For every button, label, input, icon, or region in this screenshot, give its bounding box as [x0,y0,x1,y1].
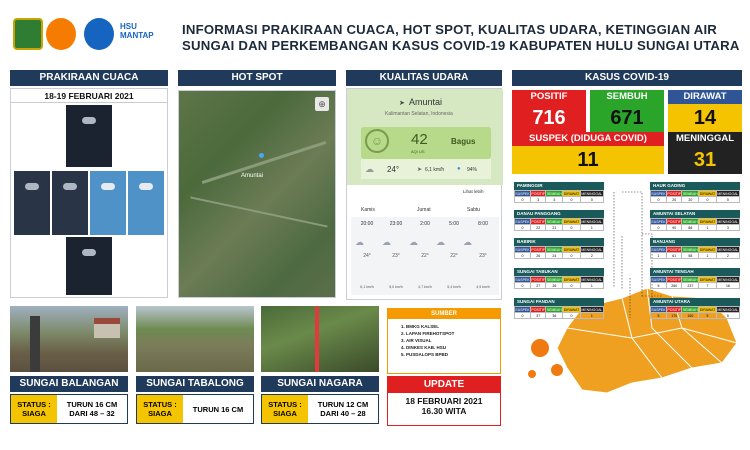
sources-list [406,323,500,358]
meninggal-label: MENINGGAL [668,132,742,146]
hotspot-map [178,90,336,298]
district-name: SUNGAI TABUKAN [514,268,604,276]
wind-2: 5,0 km/h [389,285,403,289]
update-label: UPDATE [388,377,500,393]
district-table-banjang: BANJANG SUSPEK POSITIF SEMBUH DIRAWAT MENINGGAL 1 61 58 1 2 [651,239,739,258]
day-jumat: Jumat [417,207,431,213]
virus-icon [551,364,563,376]
more-link[interactable]: Lihat lebih [463,189,484,194]
humidity-icon: ● [457,166,461,172]
hour-3: 2:00 [420,221,430,227]
current-humidity: 94% [467,167,478,173]
smiley-face-icon: ☺ [365,129,389,153]
map-location-label: Amuntai [241,173,264,179]
wind-1: 6,1 km/h [360,285,374,289]
sembuh-box [590,90,664,132]
weather-card-top [66,105,112,167]
day-sabtu: Sabtu [467,207,481,213]
map-locate-button[interactable]: ⊕ [315,97,329,111]
wind-4: 5,4 km/h [447,285,461,289]
sources-title: SUMBER [388,309,500,319]
river-status-tabalong [136,394,254,424]
sources-panel [387,308,501,374]
source-item: 3. AIR VISUAL [406,337,500,344]
weather-card-3 [90,171,126,235]
cloud-icon [82,249,96,256]
cloud-icon [25,183,39,190]
dirawat-box [668,90,742,132]
current-temp: 24° [387,165,400,174]
positif-value: 716 [512,104,586,132]
temp-1: 24° [363,253,371,259]
source-item: 2. LAPAN FIREHOTSPOT [406,330,500,337]
district-table-danau-panggang: DANAU PANGGANG SUSPEK POSITIF SEMBUH DIRAWAT MENINGGAL 0 22 21 0 1 [515,211,603,230]
district-table-amuntai-utara: AMUNTAI UTARA SUSPEK POSITIF SEMBUH DIRAWAT MENINGGAL 5 170 160 5 5 [651,299,739,318]
kominfo-logo [84,18,114,50]
district-table-amuntai-tengah: AMUNTAI TENGAH SUSPEK POSITIF SEMBUH DIRAWAT MENINGGAL 5 260 237 7 16 [651,269,739,288]
sembuh-label: SEMBUH [590,90,664,104]
water-gauge [315,306,319,372]
covid-panel-header: KASUS COVID-19 [512,70,742,86]
district-name: DANAU PANGGANG [514,210,604,218]
meninggal-box [668,132,742,174]
temp-5: 23° [479,253,487,259]
status-label: STATUS : [143,400,177,409]
status-label: STATUS : [17,400,51,409]
bpbd-logo [46,18,76,50]
district-table-sungai-tabukan: SUNGAI TABUKAN SUSPEK POSITIF SEMBUH DIRAWAT MENINGGAL 0 27 26 0 1 [515,269,603,288]
air-panel-header: KUALITAS UDARA [346,70,502,86]
suspek-box [512,132,664,174]
weather-card-1 [14,171,50,235]
level-change: TURUN 16 CM [192,404,244,414]
sembuh-value: 671 [590,104,664,132]
source-item: 4. DINKES KAB. HSU [406,344,500,351]
district-table-sungai-pandan: SUNGAI PANDAN SUSPEK POSITIF SEMBUH DIRAWAT MENINGGAL 0 37 36 0 1 [515,299,603,318]
weather-card-2 [52,171,88,235]
dirawat-label: DIRAWAT [668,90,742,104]
level-detail: DARI 48 – 32 [69,409,115,418]
district-table-haur-gading: HAUR GADING SUSPEK POSITIF SEMBUH DIRAWAT MENINGGAL 0 20 20 0 0 [651,183,739,202]
river-photo-nagara [261,306,379,372]
district-name: BANJANG [650,238,740,246]
location-icon: ➤ [399,100,405,107]
hour-4: 5:00 [449,221,459,227]
suspek-label: SUSPEK (DIDUGA COVID) [512,132,664,146]
district-name: AMUNTAI UTARA [650,298,740,306]
meninggal-value: 31 [668,146,742,174]
hotspot-panel-header: HOT SPOT [178,70,336,86]
page-title: INFORMASI PRAKIRAAN CUACA, HOT SPOT, KUALITAS UDARA, KETINGGIAN AIR SUNGAI DAN PERKEMBANGAN KASUS COVID-19 KABUPATEN HULU SUNGAI UTARA [182,22,740,53]
weather-card-bottom [66,237,112,295]
hour-2: 23:00 [389,221,403,227]
district-logo [13,18,43,50]
district-name: AMUNTAI SELATAN [650,210,740,218]
hour-5: 8:00 [478,221,488,227]
forecast-icon-row: ☁☁☁☁☁ [355,237,490,247]
bridge-pillar [30,316,40,372]
wind-icon: ➤ [417,167,423,173]
district-name: PAMINGGIR [514,182,604,190]
district-name: HAUR GADING [650,182,740,190]
level-change: TURUN 12 CM [317,400,369,409]
cloud-rain-icon [82,117,96,124]
air-location: Amuntai [409,97,443,107]
update-panel [387,376,501,426]
temp-4: 22° [450,253,458,259]
virus-icon [531,339,549,357]
weather-card-4 [128,171,164,235]
cloud-icon [139,183,153,190]
house [94,318,120,338]
update-time: 16.30 WITA [421,406,467,416]
district-name: BABIRIK [514,238,604,246]
river-line [190,196,327,227]
source-item: 1. BMKG KALSEL [406,323,500,330]
district-table-babirik: BABIRIK SUSPEK POSITIF SEMBUH DIRAWAT MENINGGAL 0 26 24 0 2 [515,239,603,258]
river-photo-balangan [10,306,128,372]
partly-cloudy-icon: ☁ [365,164,374,174]
weather-panel [10,88,168,298]
district-table-amuntai-selatan: AMUNTAI SELATAN SUSPEK POSITIF SEMBUH DIRAWAT MENINGGAL 0 90 86 1 3 [651,211,739,230]
hsu-logo-text: HSU MANTAP [120,22,154,40]
wind-5: 4,9 km/h [476,285,490,289]
hsu-mantap-logo [120,22,166,48]
source-item: 5. PUSDALOPS BPBD [406,351,500,358]
district-name: AMUNTAI TENGAH [650,268,740,276]
district-table-paminggir: PAMINGGIR SUSPEK POSITIF SEMBUH DIRAWAT MENINGGAL 0 3 3 0 0 [515,183,603,202]
aqi-value: 42 [411,131,428,148]
river-status-nagara [261,394,379,424]
level-change: TURUN 16 CM [66,400,118,409]
cloud-icon [63,183,77,190]
weather-panel-header: PRAKIRAAN CUACA [10,70,168,86]
temp-3: 22° [421,253,429,259]
river-title-balangan: SUNGAI BALANGAN [10,376,128,392]
aqi-label: Bagus [451,137,476,146]
level-detail: DARI 40 – 28 [320,409,366,418]
river-title-nagara: SUNGAI NAGARA [261,376,379,392]
river-photo-tabalong [136,306,254,372]
river-title-tabalong: SUNGAI TABALONG [136,376,254,392]
aqi-unit: AQI US [411,149,425,154]
status-value: SIAGA [22,409,46,418]
current-wind: 6,1 km/h [425,167,445,173]
virus-icon [528,370,536,378]
river-status-balangan [10,394,128,424]
wind-3: 4,7 km/h [418,285,432,289]
weather-date: 18-19 FEBRUARI 2021 [11,89,167,103]
positif-label: POSITIF [512,90,586,104]
positif-box [512,90,586,132]
day-kamis: Kamis [361,207,375,213]
status-label: STATUS : [268,400,302,409]
suspek-value: 11 [512,146,664,174]
update-date: 18 FEBRUARI 2021 [405,396,483,406]
district-name: SUNGAI PANDAN [514,298,604,306]
map-pin-icon [259,153,264,158]
cloud-icon [101,183,115,190]
hour-1: 20:00 [360,221,374,227]
river-line [202,141,327,184]
air-region: Kalimantan Selatan, Indonesia [385,111,453,117]
status-value: SIAGA [148,409,172,418]
status-value: SIAGA [273,409,297,418]
dirawat-value: 14 [668,104,742,132]
temp-2: 23° [392,253,400,259]
air-quality-panel [346,88,502,300]
